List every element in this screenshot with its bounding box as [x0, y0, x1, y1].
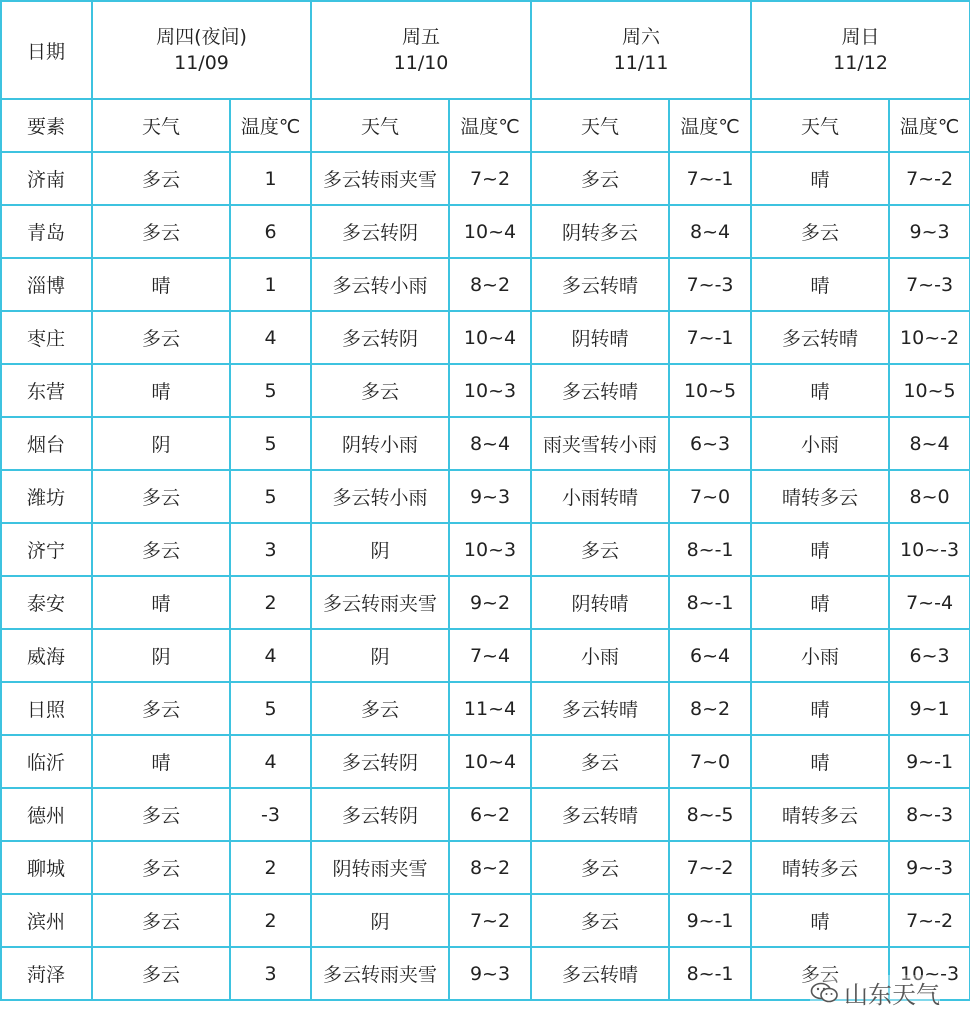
day-name: 周四(夜间)	[156, 26, 247, 48]
temp-cell: 10~4	[449, 311, 531, 364]
temp-cell: 2	[230, 576, 311, 629]
date-label: 日期	[1, 1, 92, 99]
weather-cell: 晴	[751, 152, 889, 205]
weather-cell: 多云	[92, 152, 230, 205]
weather-cell: 晴转多云	[751, 841, 889, 894]
table-row	[1, 523, 970, 576]
weather-cell: 晴	[751, 894, 889, 947]
weather-cell: 多云	[531, 841, 669, 894]
weather-cell: 多云转雨夹雪	[311, 947, 449, 1000]
weather-cell: 阴转多云	[531, 205, 669, 258]
temp-cell: 8~2	[449, 258, 531, 311]
temp-cell: 5	[230, 417, 311, 470]
weather-cell: 多云	[92, 947, 230, 1000]
city-name: 威海	[1, 629, 92, 682]
weather-cell: 阴转小雨	[311, 417, 449, 470]
weather-cell: 多云	[92, 311, 230, 364]
day-name: 周日	[841, 26, 880, 48]
temp-cell: 7~-1	[669, 152, 751, 205]
weather-cell: 多云	[531, 523, 669, 576]
day-header	[311, 1, 531, 99]
temp-cell: 6~4	[669, 629, 751, 682]
day-date: 11/12	[833, 52, 888, 74]
temp-cell: 10~4	[449, 205, 531, 258]
day-name: 周六	[622, 26, 661, 48]
weather-cell: 多云	[92, 205, 230, 258]
weather-cell: 多云	[311, 682, 449, 735]
weather-cell: 多云转晴	[531, 947, 669, 1000]
temp-cell: 4	[230, 311, 311, 364]
table-row	[1, 470, 970, 523]
weather-cell: 阴	[92, 629, 230, 682]
weather-cell: 阴转雨夹雪	[311, 841, 449, 894]
temp-cell: 7~-2	[889, 894, 970, 947]
weather-cell: 多云转晴	[531, 682, 669, 735]
city-name: 潍坊	[1, 470, 92, 523]
temp-cell: 6~3	[669, 417, 751, 470]
day-date: 11/11	[613, 52, 669, 74]
weather-cell: 晴转多云	[751, 470, 889, 523]
weather-cell: 阴	[311, 523, 449, 576]
temp-cell: 10~4	[449, 735, 531, 788]
temp-cell: 7~-3	[669, 258, 751, 311]
weather-cell: 多云	[311, 364, 449, 417]
weather-cell: 多云转小雨	[311, 470, 449, 523]
temp-cell: 9~3	[889, 205, 970, 258]
temp-cell: 1	[230, 258, 311, 311]
temp-cell: 5	[230, 470, 311, 523]
temp-cell: 11~4	[449, 682, 531, 735]
weather-cell: 多云	[92, 470, 230, 523]
temp-cell: 8~-5	[669, 788, 751, 841]
temp-cell: 10~-2	[889, 311, 970, 364]
temp-cell: 8~4	[669, 205, 751, 258]
weather-cell: 多云	[751, 947, 889, 1000]
temp-cell: 6~3	[889, 629, 970, 682]
weather-cell: 多云	[92, 841, 230, 894]
weather-cell: 阴	[92, 417, 230, 470]
temp-column-header: 温度℃	[889, 99, 970, 152]
temp-cell: 2	[230, 841, 311, 894]
weather-cell: 多云转雨夹雪	[311, 152, 449, 205]
temp-cell: 3	[230, 523, 311, 576]
table-row	[1, 152, 970, 205]
table-row	[1, 894, 970, 947]
weather-cell: 多云	[751, 205, 889, 258]
weather-cell: 多云转阴	[311, 311, 449, 364]
temp-cell: 10~3	[449, 364, 531, 417]
temp-cell: 10~-3	[889, 523, 970, 576]
weather-cell: 晴	[92, 258, 230, 311]
table-row	[1, 258, 970, 311]
temp-cell: 9~3	[449, 470, 531, 523]
wechat-icon	[810, 981, 840, 1005]
weather-cell: 雨夹雪转小雨	[531, 417, 669, 470]
weather-cell: 阴	[311, 629, 449, 682]
temp-cell: 9~2	[449, 576, 531, 629]
temp-cell: 7~2	[449, 894, 531, 947]
temp-cell: 6~2	[449, 788, 531, 841]
temp-cell: 8~-1	[669, 523, 751, 576]
header-row-elements	[1, 99, 970, 152]
city-name: 东营	[1, 364, 92, 417]
temp-cell: 7~2	[449, 152, 531, 205]
city-name: 青岛	[1, 205, 92, 258]
city-name: 德州	[1, 788, 92, 841]
city-name: 济南	[1, 152, 92, 205]
weather-cell: 晴	[92, 576, 230, 629]
temp-cell: 7~-2	[889, 152, 970, 205]
weather-cell: 晴	[751, 576, 889, 629]
temp-cell: 8~4	[449, 417, 531, 470]
weather-cell: 多云转小雨	[311, 258, 449, 311]
weather-column-header: 天气	[531, 99, 669, 152]
temp-cell: 7~-4	[889, 576, 970, 629]
watermark	[810, 975, 940, 1010]
temp-cell: 1	[230, 152, 311, 205]
table-row	[1, 735, 970, 788]
weather-cell: 阴	[311, 894, 449, 947]
temp-cell: 7~-2	[669, 841, 751, 894]
temp-cell: 9~-1	[889, 735, 970, 788]
city-name: 滨州	[1, 894, 92, 947]
weather-cell: 多云	[531, 735, 669, 788]
temp-cell: 8~0	[889, 470, 970, 523]
weather-cell: 小雨	[751, 417, 889, 470]
day-date: 11/09	[174, 52, 229, 74]
weather-cell: 小雨	[531, 629, 669, 682]
weather-cell: 多云转晴	[751, 311, 889, 364]
table-row	[1, 682, 970, 735]
temp-cell: 7~4	[449, 629, 531, 682]
table-row	[1, 788, 970, 841]
temp-cell: 3	[230, 947, 311, 1000]
temp-cell: 9~-1	[669, 894, 751, 947]
table-row	[1, 629, 970, 682]
temp-cell: 9~3	[449, 947, 531, 1000]
table-row	[1, 576, 970, 629]
temp-cell: 7~0	[669, 470, 751, 523]
weather-cell: 多云转阴	[311, 788, 449, 841]
temp-cell: 7~0	[669, 735, 751, 788]
weather-cell: 晴	[92, 735, 230, 788]
temp-cell: 9~1	[889, 682, 970, 735]
weather-cell: 多云转晴	[531, 258, 669, 311]
weather-cell: 多云转晴	[531, 788, 669, 841]
temp-cell: 10~5	[889, 364, 970, 417]
city-name: 聊城	[1, 841, 92, 894]
city-name: 泰安	[1, 576, 92, 629]
weather-cell: 多云	[92, 894, 230, 947]
weather-cell: 多云	[92, 523, 230, 576]
weather-cell: 阴转晴	[531, 576, 669, 629]
city-name: 淄博	[1, 258, 92, 311]
temp-cell: 10~3	[449, 523, 531, 576]
weather-cell: 多云	[531, 894, 669, 947]
temp-cell: 8~-3	[889, 788, 970, 841]
temp-cell: 7~-3	[889, 258, 970, 311]
temp-cell: 10~-3	[889, 947, 970, 1000]
weather-column-header: 天气	[92, 99, 230, 152]
weather-cell: 晴	[751, 364, 889, 417]
weather-column-header: 天气	[311, 99, 449, 152]
weather-cell: 晴	[751, 258, 889, 311]
weather-cell: 多云转阴	[311, 735, 449, 788]
temp-cell: 8~2	[669, 682, 751, 735]
city-name: 枣庄	[1, 311, 92, 364]
weather-column-header: 天气	[751, 99, 889, 152]
temp-cell: 8~4	[889, 417, 970, 470]
city-name: 烟台	[1, 417, 92, 470]
weather-cell: 晴	[751, 682, 889, 735]
temp-cell: 4	[230, 735, 311, 788]
temp-column-header: 温度℃	[230, 99, 311, 152]
weather-cell: 多云转阴	[311, 205, 449, 258]
day-header	[751, 1, 970, 99]
temp-cell: -3	[230, 788, 311, 841]
elements-label: 要素	[1, 99, 92, 152]
weather-cell: 小雨	[751, 629, 889, 682]
weather-cell: 多云转雨夹雪	[311, 576, 449, 629]
day-date: 11/10	[393, 52, 449, 74]
weather-cell: 晴转多云	[751, 788, 889, 841]
city-name: 临沂	[1, 735, 92, 788]
day-name: 周五	[402, 26, 441, 48]
temp-cell: 6	[230, 205, 311, 258]
table-row	[1, 417, 970, 470]
temp-cell: 5	[230, 364, 311, 417]
day-header	[531, 1, 751, 99]
city-name: 菏泽	[1, 947, 92, 1000]
weather-cell: 多云转晴	[531, 364, 669, 417]
weather-cell: 多云	[92, 682, 230, 735]
temp-cell: 4	[230, 629, 311, 682]
weather-cell: 小雨转晴	[531, 470, 669, 523]
city-name: 济宁	[1, 523, 92, 576]
weather-cell: 晴	[751, 735, 889, 788]
temp-cell: 9~-3	[889, 841, 970, 894]
weather-cell: 多云	[531, 152, 669, 205]
weather-cell: 多云	[92, 788, 230, 841]
temp-cell: 5	[230, 682, 311, 735]
temp-column-header: 温度℃	[669, 99, 751, 152]
table-row	[1, 841, 970, 894]
temp-cell: 8~2	[449, 841, 531, 894]
temp-cell: 8~-1	[669, 947, 751, 1000]
temp-cell: 8~-1	[669, 576, 751, 629]
day-header	[92, 1, 311, 99]
weather-cell: 阴转晴	[531, 311, 669, 364]
temp-column-header: 温度℃	[449, 99, 531, 152]
temp-cell: 10~5	[669, 364, 751, 417]
table-row	[1, 311, 970, 364]
city-name: 日照	[1, 682, 92, 735]
temp-cell: 7~-1	[669, 311, 751, 364]
header-row-days	[1, 1, 970, 99]
weather-cell: 晴	[92, 364, 230, 417]
table-row	[1, 364, 970, 417]
weather-cell: 晴	[751, 523, 889, 576]
temp-cell: 2	[230, 894, 311, 947]
watermark-text: 山东天气	[844, 981, 940, 1009]
table-row	[1, 205, 970, 258]
